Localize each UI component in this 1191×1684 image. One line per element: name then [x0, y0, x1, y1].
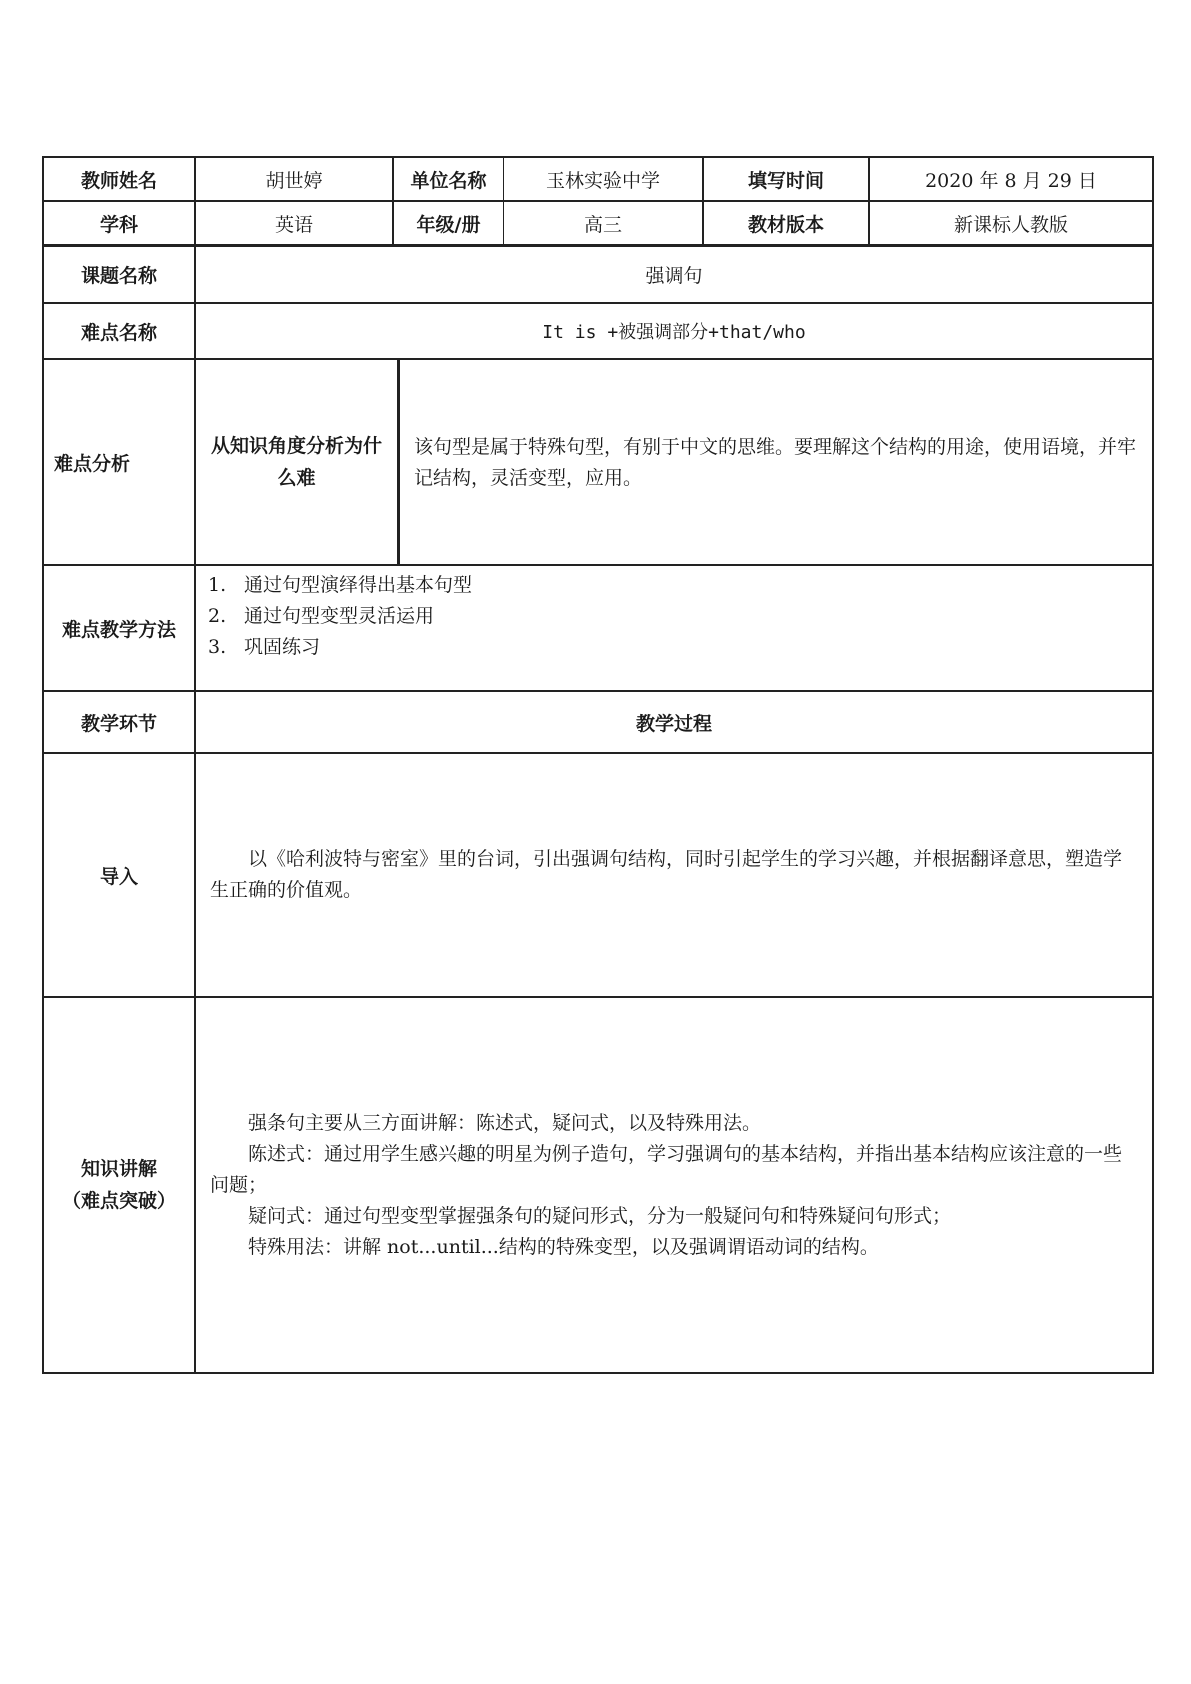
difficulty-row [44, 302, 1152, 358]
unit-label: 单位名称 [394, 158, 504, 200]
knowledge-label-line2: （难点突破） [61, 1190, 176, 1212]
method-number: 2. [208, 605, 227, 627]
teacher-label: 教师姓名 [44, 158, 196, 200]
fill-time-label: 填写时间 [704, 158, 870, 200]
fill-time-value: 2020 年 8 月 29 日 [925, 169, 1097, 192]
stage-label: 教学环节 [44, 692, 196, 752]
knowledge-cell [196, 998, 1152, 1372]
method-item [208, 632, 320, 663]
method-item [208, 570, 472, 601]
method-item [208, 601, 434, 632]
analysis-row [44, 358, 1152, 564]
analysis-text: 该句型是属于特殊句型，有别于中文的思维。要理解这个结构的用途，使用语境，并牢记结构，灵活变型，应用。 [414, 436, 1137, 489]
knowledge-paragraph: 特殊用法：讲解 not...until...结构的特殊变型，以及强调谓语动词的结构。 [248, 1235, 879, 1258]
header-row-2 [44, 200, 1152, 244]
methods-row [44, 564, 1152, 690]
knowledge-row [44, 996, 1152, 1374]
intro-label: 导入 [44, 754, 196, 996]
knowledge-label-line1: 知识讲解 [80, 1158, 157, 1180]
process-label: 教学过程 [635, 712, 712, 735]
knowledge-label [44, 998, 196, 1372]
subject-label: 学科 [44, 202, 196, 244]
method-text: 通过句型演绎得出基本句型 [244, 574, 473, 596]
header-row-1 [44, 156, 1152, 200]
method-text: 通过句型变型灵活运用 [244, 605, 435, 627]
lesson-plan-form [42, 156, 1154, 1374]
methods-list [196, 566, 1152, 690]
knowledge-paragraph: 疑问式：通过句型变型掌握强条句的疑问形式，分为一般疑问句和特殊疑问句形式； [248, 1204, 952, 1227]
analysis-sub-label: 从知识角度分析为什么难 [196, 360, 400, 564]
method-number: 1. [208, 574, 227, 596]
methods-label: 难点教学方法 [44, 566, 196, 690]
subject-value: 英语 [196, 202, 394, 244]
grade-value: 高三 [504, 202, 704, 244]
teacher-value: 胡世婷 [196, 158, 394, 200]
process-header-row [44, 690, 1152, 752]
topic-label: 课题名称 [44, 247, 196, 302]
textbook-value: 新课标人教版 [953, 213, 1068, 236]
knowledge-paragraph: 陈述式：通过用学生感兴趣的明星为例子造句，学习强调句的基本结构，并指出基本结构应该注意的一些问题； [210, 1142, 1123, 1196]
method-number: 3. [208, 636, 227, 658]
analysis-label: 难点分析 [44, 360, 196, 564]
unit-value: 玉林实验中学 [504, 158, 704, 200]
grade-label: 年级/册 [394, 202, 504, 244]
topic-value: 强调句 [645, 265, 703, 287]
method-text: 巩固练习 [244, 636, 321, 658]
difficulty-value: It is +被强调部分+that/who [542, 322, 806, 343]
intro-text: 以《哈利波特与密室》里的台词，引出强调句结构，同时引起学生的学习兴趣，并根据翻译意思，塑造学生正确的价值观。 [210, 848, 1123, 901]
topic-row [44, 244, 1152, 302]
difficulty-label: 难点名称 [44, 304, 196, 358]
knowledge-paragraph: 强条句主要从三方面讲解：陈述式，疑问式，以及特殊用法。 [248, 1111, 762, 1134]
intro-row [44, 752, 1152, 996]
textbook-label: 教材版本 [704, 202, 870, 244]
intro-cell [196, 754, 1152, 996]
